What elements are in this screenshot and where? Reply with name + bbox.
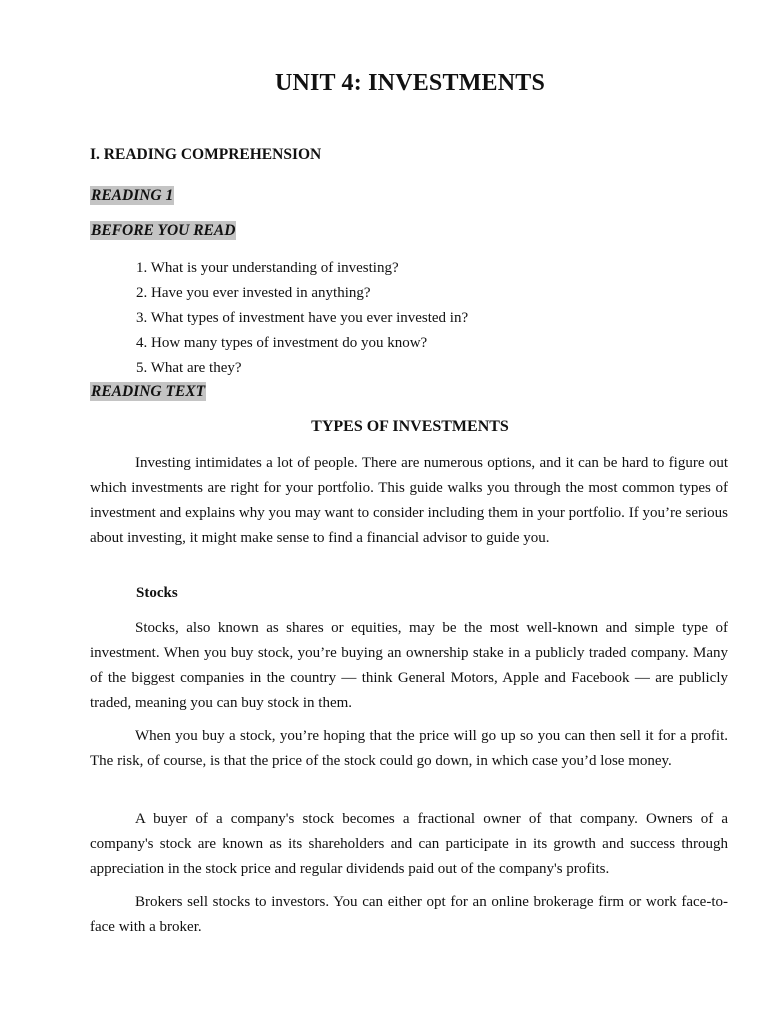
section-heading: I. READING COMPREHENSION — [90, 146, 322, 163]
stocks-paragraph: Brokers sell stocks to investors. You can either opt for an online brokerage firm or work face-to-face with a broker. — [90, 894, 728, 935]
question-item: 2. Have you ever invested in anything? — [136, 285, 371, 301]
unit-title: UNIT 4: INVESTMENTS — [274, 70, 546, 96]
question-item: 4. How many types of investment do you know? — [136, 335, 428, 351]
stocks-paragraph: When you buy a stock, you’re hoping that the price will go up so you can then sell it for a profit. The risk, of course, is that the price of the stock could go down, in which case you’d lose money. — [90, 728, 728, 769]
stocks-heading: Stocks — [136, 585, 178, 601]
question-item: 5. What are they? — [136, 360, 242, 376]
question-item: 1. What is your understanding of investing? — [136, 260, 399, 276]
reading-label: READING 1 — [91, 187, 174, 204]
stocks-paragraph: A buyer of a company's stock becomes a fractional owner of that company. Owners of a company's stock are known as its shareholders and can participate in its growth and success through appreciation in the stock price and regular dividends paid out of the company's profits. — [90, 811, 728, 877]
question-list — [136, 256, 468, 381]
question-item: 3. What types of investment have you ever invested in? — [136, 310, 469, 326]
text-title: TYPES OF INVESTMENTS — [311, 418, 509, 435]
stocks-paragraph: Stocks, also known as shares or equities, may be the most well-known and simple type of investment. When you buy stock, you’re buying an ownership stake in a publicly traded company. Many of the biggest companies in the country — think General Motors, Apple and Facebook — are publicly traded, meaning you can buy stock in them. — [90, 620, 728, 711]
intro-paragraph: Investing intimidates a lot of people. There are numerous options, and it can be hard to figure out which investments are right for your portfolio. This guide walks you through the most common types of investment and explains why you may want to consider including them in your portfolio. If you’re serious about investing, it might make sense to find a financial advisor to guide you. — [90, 455, 728, 546]
reading-text-label: READING TEXT — [91, 383, 206, 400]
before-you-read-label: BEFORE YOU READ — [91, 222, 236, 239]
